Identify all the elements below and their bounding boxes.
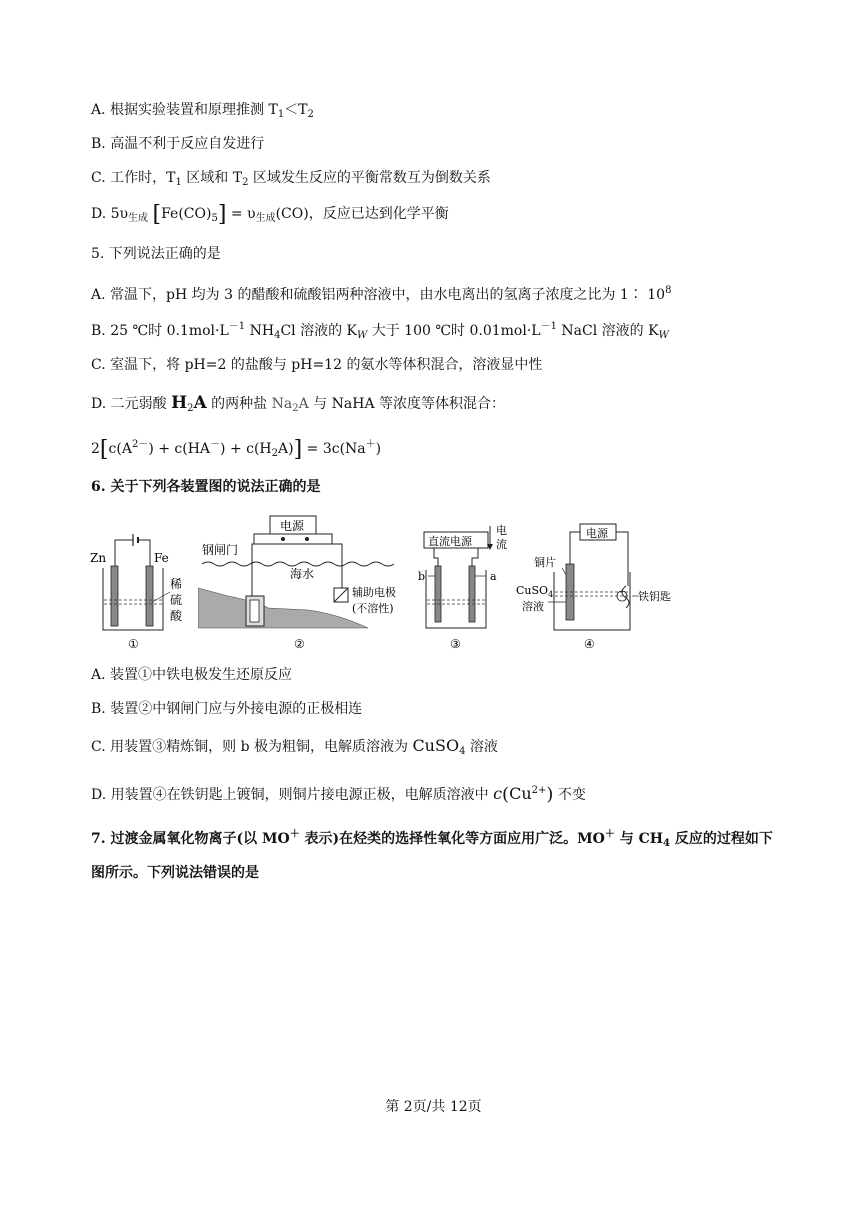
fig1-zn-electrode [111,566,118,626]
fig4-key-label: 铁钥匙 [638,590,671,603]
fig1-number: ① [128,637,139,651]
fig3-a-label: a [490,570,497,583]
fig3-dc-label: 直流电源 [428,535,472,548]
q7-stem-line1: 7. 过渡金属氧化物离子(以 MO＋ 表示)在烃类的选择性氧化等方面应用广泛。MO＋ 与 $CH_4$ 反应的过程如下 [91,829,773,849]
fig2-electrode-label: 辅助电极 [352,586,396,599]
fig4-iron-key [622,586,629,608]
fig4-copper-label: 铜片 [534,556,556,569]
figure-4-electroplating [514,520,694,653]
svg-text:流: 流 [496,538,507,551]
fig1-fe-electrode [146,566,153,626]
q4-option-d: D. $5\upsilon_{生成}$ $[Fe(CO)_5] = \upsilon_{生成}(CO)$，反应已达到化学平衡 [91,202,449,227]
svg-text:硫: 硫 [170,593,183,607]
q6-stem: 6. 关于下列各装置图的说法正确的是 [91,479,321,495]
fig3-a-electrode [469,566,475,622]
fig4-beaker [554,572,630,630]
figure-1-galvanic-cell [88,518,188,653]
q5-option-d: D. 二元弱酸 $H_2A$ 的两种盐 $Na_2A$ 与 NaHA 等浓度等体积混合： [91,393,506,414]
svg-text:酸: 酸 [170,609,183,623]
q5-stem: 5. 下列说法正确的是 [91,246,221,262]
q4-option-a: A. 根据实验装置和原理推测 $T_1<T_2$ [91,102,314,120]
fig2-number: ② [294,637,305,651]
q5-option-c: C. 室温下，将 pH=2 的盐酸与 pH=12 的氨水等体积混合，溶液显中性 [91,357,543,373]
svg-text:(不溶性): (不溶性) [352,602,394,615]
q6-option-d: D. 用装置④在铁钥匙上镀铜，则铜片接电源正极，电解质溶液中 $c(Cu^{2+})$ 不变 [91,784,586,805]
q7-stem-line2: 图所示。下列说法错误的是 [91,865,259,881]
fig2-power-label: 电源 [280,519,305,533]
svg-text:稀: 稀 [170,577,183,591]
q5-equation: $2[c(A^{2-}) + c(HA^-) + c(H_2A)] = 3c(Na^+)$ [91,437,382,462]
figure-3-electrolytic-cell [414,522,514,653]
fig1-zn-label: Zn [90,551,107,565]
fig4-cuso4-label: CuSO$_4$ [516,584,554,599]
q4-option-b: B. 高温不利于反应自发进行 [91,136,265,152]
q6-option-a: A. 装置①中铁电极发生还原反应 [91,667,293,683]
fig1-fe-label: Fe [154,551,169,565]
page-footer: 第 2页/共 12页 [385,1099,482,1115]
fig3-b-label: b [418,570,426,583]
q6-option-c: C. 用装置③精炼铜，则 b 极为粗铜，电解质溶液为 CuSO$_4$ 溶液 [91,736,498,757]
svg-text:电: 电 [496,524,507,537]
fig3-b-electrode [435,566,441,622]
fig2-gate-label: 钢闸门 [202,543,239,557]
fig3-number: ③ [450,637,461,651]
q5-option-b: B. 25 ℃时 $0.1mol\cdot L^{-1}$ $NH_4Cl$ 溶液的 $K_W$ 大于 100 ℃时 $0.01mol\cdot L^{-1}$ NaCl 溶液的 $K_W$ [91,321,669,341]
q6-option-b: B. 装置②中钢闸门应与外接电源的正极相连 [91,701,363,717]
q5-option-a: A. 常温下，pH 均为 3 的醋酸和硫酸铝两种溶液中，由水电离出的氢离子浓度之比为 1∶ $10^8$ [91,285,672,303]
figure-2-cathodic-protection [198,510,398,653]
fig4-number: ④ [584,637,595,651]
fig4-power-label: 电源 [586,527,608,540]
svg-text:溶液: 溶液 [522,600,544,613]
q4-option-c: C. 工作时，$T_1$ 区域和 $T_2$ 区域发生反应的平衡常数互为倒数关系 [91,170,491,188]
fig2-sea-label: 海水 [290,567,315,581]
